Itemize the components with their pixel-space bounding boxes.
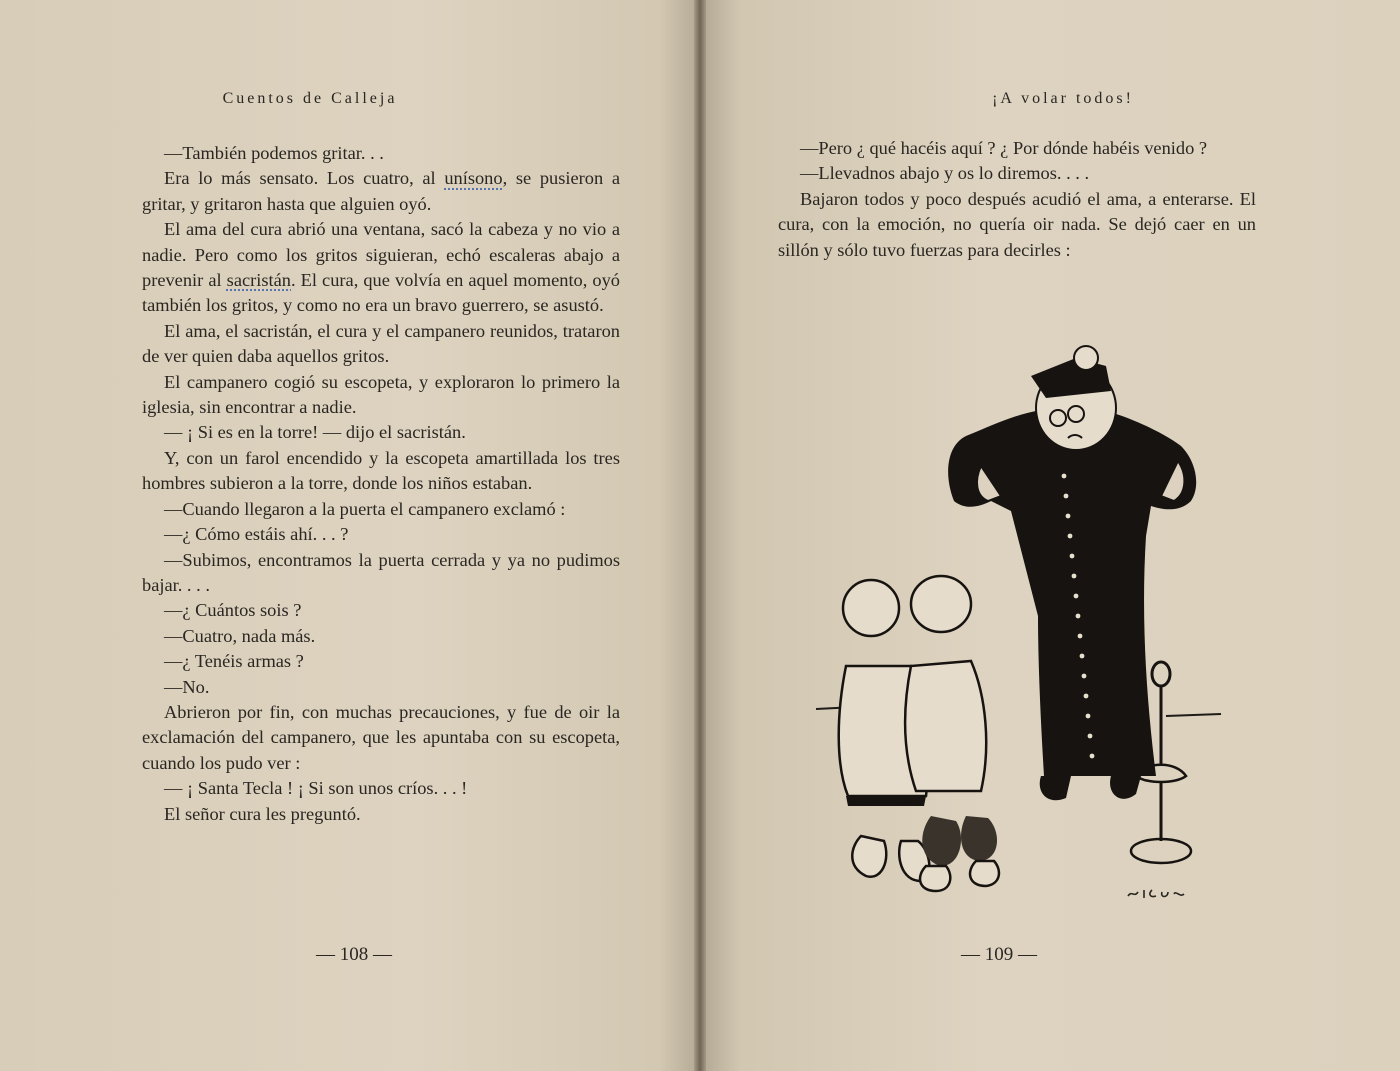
text-segment: El campanero cogió su escopeta, y exploraron lo primero la iglesia, sin encontrar a nadie. <box>142 371 620 418</box>
text-segment: , se pusieron a gritar, y gritaron hasta que alguien oyó. <box>142 168 620 214</box>
book-gutter <box>694 0 706 1071</box>
right-text <box>778 136 1256 263</box>
paragraph <box>142 370 620 421</box>
illustration <box>806 336 1236 916</box>
text-segment: El ama, el sacristán, el cura y el campanero reunidos, trataron de ver quien daba aquellos gritos. <box>142 320 620 367</box>
paragraph <box>142 166 620 217</box>
text-segment: —Llevadnos abajo y os lo diremos. . . . <box>800 163 1090 184</box>
paragraph <box>142 522 620 547</box>
paragraph <box>142 776 620 801</box>
text-segment: El ama del cura abrió una ventana, sacó la cabeza y no vio a nadie. Pero como los gritos siguieran, echó escaleras abajo a prevenir al <box>142 219 620 291</box>
artist-signature <box>1124 880 1204 904</box>
right-page <box>706 0 1400 1071</box>
paragraph <box>142 141 620 166</box>
page-number: — 108 — <box>316 944 392 965</box>
paragraph <box>142 649 620 674</box>
paragraph <box>142 598 620 623</box>
underlined-word: unísono <box>444 168 503 189</box>
text-segment: . El cura, que volvía en aquel momento, oyó también los gritos, y como no era un bravo guerrero, se asustó. <box>142 270 620 316</box>
paragraph <box>142 624 620 649</box>
paragraph <box>142 802 620 827</box>
paragraph <box>778 187 1256 263</box>
paragraph <box>778 161 1256 186</box>
paragraph <box>142 446 620 497</box>
left-text <box>142 141 620 827</box>
text-segment: Bajaron todos y poco después acudió el ama, a enterarse. El cura, con la emoción, no quería oir nada. Se dejó caer en un sillón y sólo tuvo fuerzas para decirles : <box>778 188 1256 260</box>
text-segment: —No. <box>164 676 210 697</box>
text-segment: —¿ Cómo estáis ahí. . . ? <box>164 524 349 545</box>
paragraph <box>142 497 620 522</box>
text-segment: — ¡ Santa Tecla ! ¡ Si son unos críos. . . ! <box>164 778 468 799</box>
text-segment: —Cuatro, nada más. <box>164 625 316 646</box>
paragraph <box>142 319 620 370</box>
text-segment: —Pero ¿ qué hacéis aquí ? ¿ Por dónde habéis venido ? <box>800 138 1208 158</box>
paragraph <box>778 136 1256 161</box>
running-head: Cuentos de Calleja <box>222 90 398 107</box>
text-segment: Era lo más sensato. Los cuatro, al <box>164 168 445 189</box>
text-segment: Y, con un farol encendido y la escopeta amartillada los tres hombres subieron a la torre, donde los niños estaban. <box>142 447 620 494</box>
text-segment: —También podemos gritar. . . <box>164 143 384 163</box>
text-segment: — ¡ Si es en la torre! — dijo el sacristán. <box>164 422 466 443</box>
text-segment: —¿ Tenéis armas ? <box>164 651 304 672</box>
text-segment: —Cuando llegaron a la puerta el campanero exclamó : <box>164 498 566 519</box>
page-number: — 109 — <box>961 944 1037 965</box>
paragraph <box>142 420 620 445</box>
paragraph <box>142 675 620 700</box>
text-segment: —¿ Cuántos sois ? <box>164 600 302 621</box>
text-segment: Abrieron por fin, con muchas precauciones, y fue de oir la exclamación del campanero, que les apuntaba con su escopeta, cuando los pudo ver : <box>142 701 620 773</box>
running-head: ¡A volar todos! <box>992 90 1134 107</box>
paragraph <box>142 700 620 776</box>
text-segment: —Subimos, encontramos la puerta cerrada y ya no pudimos bajar. . . . <box>142 549 620 595</box>
left-page <box>0 0 694 1071</box>
paragraph <box>142 548 620 599</box>
underlined-word: sacristán <box>226 270 291 291</box>
text-segment: El señor cura les preguntó. <box>164 803 361 824</box>
paragraph <box>142 217 620 319</box>
